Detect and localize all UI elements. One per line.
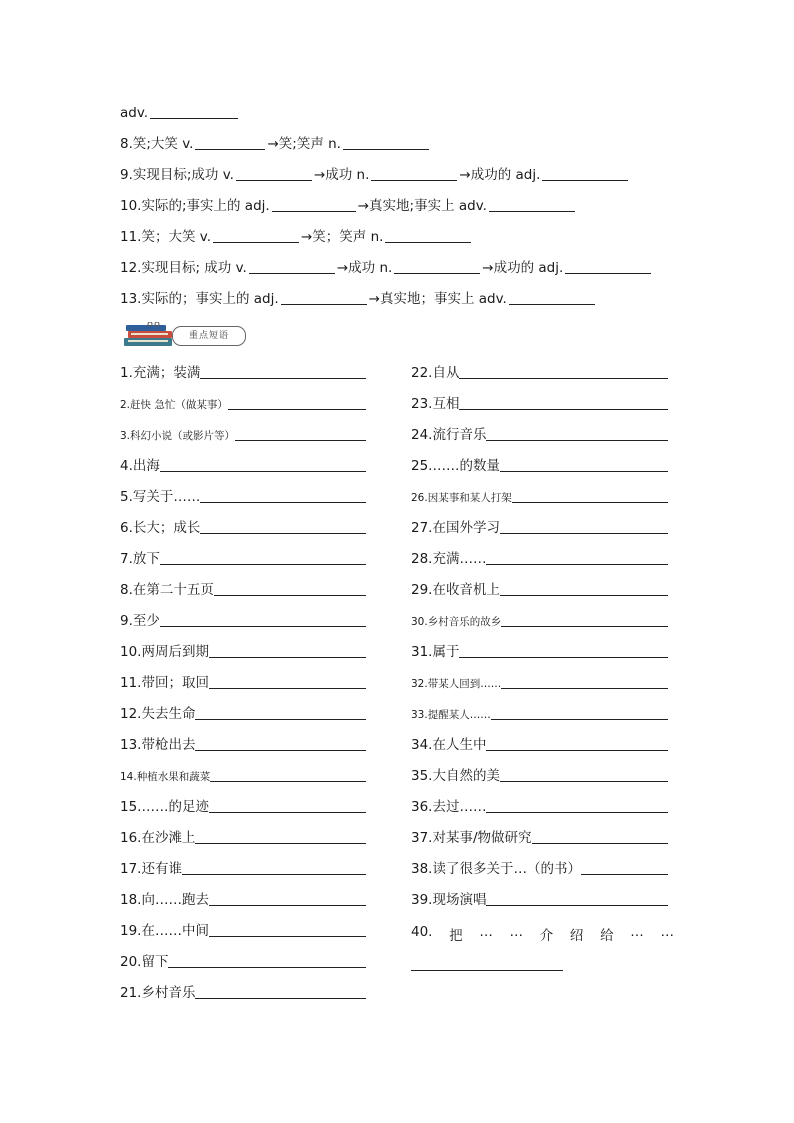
phrase-item (120, 953, 366, 971)
answer-blank[interactable] (214, 581, 366, 596)
answer-blank[interactable] (489, 197, 575, 212)
phrase-item (411, 612, 668, 631)
phrase-item (411, 860, 668, 878)
phrase-item (120, 488, 366, 506)
phrase-label: 16.在沙滩上 (120, 830, 196, 846)
answer-blank[interactable] (491, 705, 668, 720)
answer-blank[interactable] (459, 364, 668, 379)
answer-blank[interactable] (500, 581, 668, 596)
phrase-item (411, 364, 668, 382)
phrase-label: 39.现场演唱 (411, 892, 487, 908)
answer-blank[interactable] (209, 922, 366, 937)
answer-blank[interactable] (486, 550, 668, 565)
answer-blank[interactable] (385, 228, 471, 243)
phrase-label: 19.在……中间 (120, 923, 209, 939)
phrase-label: 10.两周后到期 (120, 644, 209, 660)
phrase-item (120, 426, 366, 445)
phrase-label: 14.种植水果和蔬菜 (120, 771, 211, 783)
phrase-label: 33.提醒某人…… (411, 709, 491, 721)
answer-blank[interactable] (459, 395, 668, 410)
phrase-label: 26.因某事和某人打架 (411, 492, 512, 504)
books-icon (120, 322, 180, 348)
phrase-label: 35.大自然的美 (411, 768, 500, 784)
phrase-label: 25.……的数量 (411, 458, 500, 474)
answer-blank[interactable] (195, 705, 366, 720)
vocab-line-10: 10.实际的;事实上的 adj. →真实地;事实上 adv. (120, 197, 577, 215)
phrase-item (120, 860, 366, 878)
phrase-item (120, 643, 366, 661)
answer-blank[interactable] (195, 984, 366, 999)
answer-blank[interactable] (228, 395, 366, 410)
answer-blank[interactable] (213, 228, 299, 243)
phrase-label: 12.失去生命 (120, 706, 196, 722)
answer-blank[interactable] (160, 612, 366, 627)
phrase-label: 28.充满…… (411, 551, 487, 567)
answer-blank[interactable] (532, 829, 668, 844)
answer-blank[interactable] (512, 488, 668, 503)
phrase-item (120, 767, 366, 786)
phrase-item (411, 426, 668, 444)
phrase-item (120, 674, 366, 692)
answer-blank[interactable] (281, 290, 367, 305)
phrase-label: 4.出海 (120, 458, 160, 474)
phrase-label: 37.对某事/物做研究 (411, 830, 532, 846)
phrase-label: 29.在收音机上 (411, 582, 500, 598)
phrase-item (120, 798, 366, 816)
phrase-item (120, 922, 366, 940)
answer-blank[interactable] (195, 829, 366, 844)
phrase-item (411, 767, 668, 785)
phrase-label: 15.……的足迹 (120, 799, 209, 815)
phrase-item (411, 643, 668, 661)
phrase-40-char: … (479, 924, 493, 940)
answer-blank[interactable] (542, 166, 628, 181)
phrase-item (411, 829, 668, 847)
phrase-item (411, 891, 668, 909)
phrase-item (120, 705, 366, 723)
phrase-item (120, 891, 366, 909)
answer-blank[interactable] (501, 674, 668, 689)
answer-blank[interactable] (565, 259, 651, 274)
phrase-label: 31.属于 (411, 644, 460, 660)
phrase-40-char: … (630, 924, 644, 940)
phrase-label: 36.去过…… (411, 799, 487, 815)
answer-blank[interactable] (459, 643, 668, 658)
answer-blank[interactable] (209, 674, 366, 689)
phrase-item (411, 674, 668, 693)
answer-blank[interactable] (236, 166, 312, 181)
phrase-item (120, 984, 366, 1002)
phrase-item (120, 829, 366, 847)
phrase-item (120, 364, 366, 382)
phrase-40-char: 把 (449, 928, 463, 944)
answer-blank[interactable] (486, 736, 668, 751)
phrase-40-char: 40. (411, 924, 433, 940)
phrase-item (411, 457, 668, 475)
answer-blank[interactable] (235, 426, 366, 441)
vocab-line-12: 12.实现目标; 成功 v. →成功 n. →成功的 adj. (120, 259, 653, 277)
phrase-item (411, 581, 668, 599)
phrase-item (411, 736, 668, 754)
answer-blank[interactable] (182, 860, 366, 875)
phrase-label: 7.放下 (120, 551, 160, 567)
answer-blank[interactable] (501, 612, 668, 627)
phrase-label: 38.读了很多关于…（的书） (411, 861, 581, 877)
phrase-label: 23.互相 (411, 396, 460, 412)
phrase-40-char: 绍 (569, 928, 584, 944)
phrase-label: 22.自从 (411, 365, 460, 381)
section-title: 重点短语 (172, 326, 246, 346)
phrase-label: 9.至少 (120, 613, 160, 629)
answer-blank[interactable] (486, 891, 668, 906)
answer-blank[interactable] (209, 643, 366, 658)
vocab-line-9: 9.实现目标;成功 v. →成功 n. →成功的 adj. (120, 166, 630, 184)
phrase-item (120, 395, 366, 414)
phrase-label: 32.带某人回到…… (411, 678, 502, 690)
phrase-item (120, 736, 366, 754)
answer-blank[interactable] (168, 953, 366, 968)
phrase-item (120, 612, 366, 630)
vocab-line-8: 8.笑;大笑 v. →笑;笑声 n. (120, 135, 431, 153)
phrase-40-char: … (509, 924, 524, 940)
phrase-label: 27.在国外学习 (411, 520, 500, 536)
answer-blank[interactable] (394, 259, 480, 274)
phrase-label: 2.赶快 急忙（做某事） (120, 399, 228, 411)
phrase-40-char: 给 (600, 928, 614, 944)
answer-blank[interactable] (343, 135, 429, 150)
answer-blank[interactable] (200, 364, 366, 379)
answer-blank[interactable] (486, 426, 668, 441)
phrase-item (411, 488, 668, 507)
answer-blank[interactable] (210, 767, 366, 782)
phrase-label: 11.带回；取回 (120, 675, 209, 691)
phrase-label: 21.乡村音乐 (120, 985, 196, 1001)
phrase-item (411, 550, 668, 568)
phrase-item (411, 395, 668, 413)
phrase-label: 18.向……跑去 (120, 892, 209, 908)
answer-blank[interactable] (195, 135, 265, 150)
answer-blank[interactable] (486, 798, 668, 813)
answer-blank[interactable] (200, 488, 366, 503)
phrase-item (120, 581, 366, 599)
phrase-label: 3.科幻小说（或影片等） (120, 430, 236, 442)
phrase-item (411, 519, 668, 537)
answer-blank[interactable] (500, 519, 668, 534)
phrase-label: 20.留下 (120, 954, 169, 970)
phrase-item (120, 457, 366, 475)
vocab-line-11: 11.笑；大笑 v. →笑；笑声 n. (120, 228, 473, 246)
answer-blank[interactable] (195, 736, 366, 751)
answer-blank[interactable] (272, 197, 356, 212)
phrase-label: 17.还有谁 (120, 861, 182, 877)
vocab-line-13: 13.实际的；事实上的 adj. →真实地；事实上 adv. (120, 290, 597, 308)
phrase-item (120, 519, 366, 537)
answer-blank[interactable] (581, 860, 668, 875)
phrase-item (120, 550, 366, 568)
answer-blank[interactable] (200, 519, 366, 534)
phrase-40-char: 介 (539, 928, 554, 944)
answer-blank[interactable] (371, 166, 457, 181)
section-badge (120, 322, 248, 348)
answer-blank[interactable] (160, 550, 366, 565)
answer-blank[interactable] (500, 767, 668, 782)
vocab-line-adv: adv. (120, 104, 240, 122)
phrase-label: 13.带枪出去 (120, 737, 196, 753)
phrase-label: 5.写关于…… (120, 489, 201, 505)
phrase-40 (411, 924, 674, 944)
phrase-label: 24.流行音乐 (411, 427, 487, 443)
phrase-label: 8.在第二十五页 (120, 582, 214, 598)
phrase-item (411, 705, 668, 724)
phrase-label: 1.充满；装满 (120, 365, 201, 381)
phrase-label: 30.乡村音乐的故乡 (411, 616, 502, 628)
answer-blank[interactable] (411, 970, 563, 971)
phrase-40-char: … (660, 924, 674, 940)
phrase-label: 6.长大；成长 (120, 520, 201, 536)
answer-blank[interactable] (249, 259, 335, 274)
phrase-item (411, 798, 668, 816)
answer-blank[interactable] (209, 891, 366, 906)
answer-blank[interactable] (509, 290, 595, 305)
phrase-label: 34.在人生中 (411, 737, 487, 753)
answer-blank[interactable] (500, 457, 668, 472)
answer-blank[interactable] (150, 104, 238, 119)
answer-blank[interactable] (209, 798, 366, 813)
answer-blank[interactable] (160, 457, 366, 472)
